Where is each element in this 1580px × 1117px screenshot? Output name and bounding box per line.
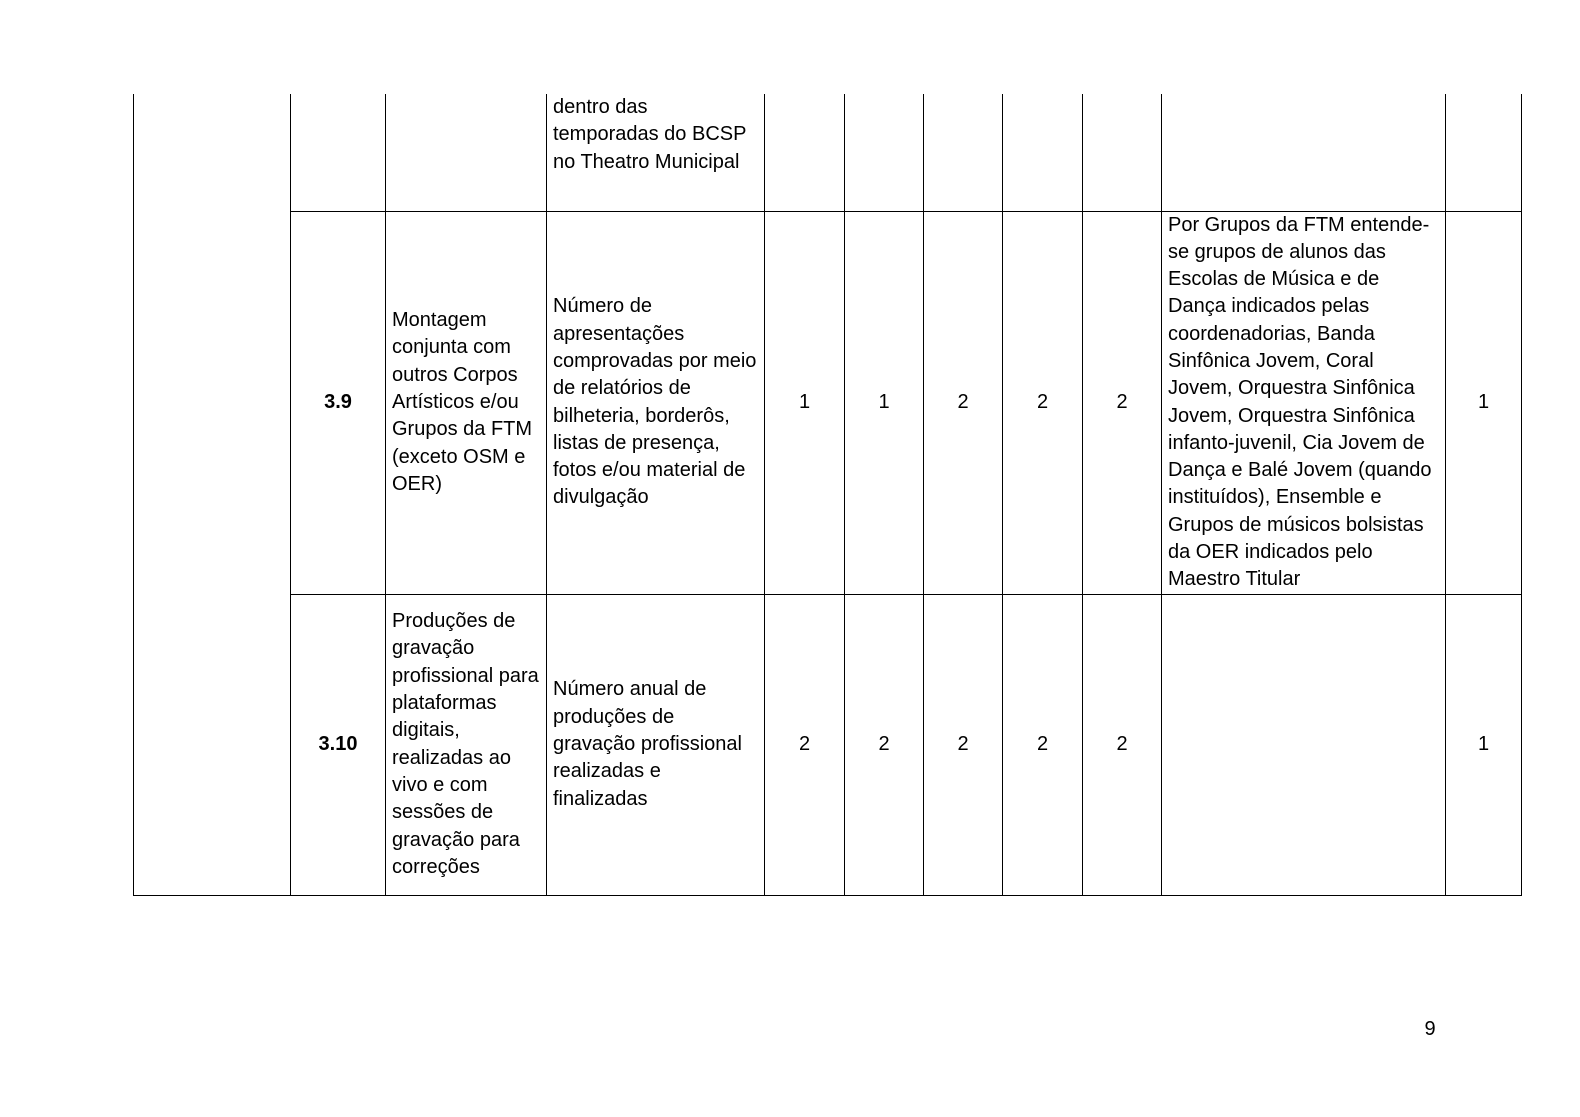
row-value	[1083, 94, 1162, 211]
row-indicator: Número anual de produções de gravação profissional realizadas e finalizadas	[547, 594, 765, 895]
row-value	[845, 94, 924, 211]
row-weight	[1446, 94, 1522, 211]
table-row	[134, 594, 1522, 895]
group-cell	[134, 94, 291, 895]
row-indicator: dentro das temporadas do BCSP no Theatro Municipal	[547, 94, 765, 211]
page-number: 9	[1424, 1018, 1436, 1040]
row-indicator: Número de apresentações comprovadas por meio de relatórios de bilheteria, borderôs, listas de presença, fotos e/ou material de divulgação	[547, 211, 765, 594]
row-value: 2	[924, 594, 1003, 895]
table-row	[134, 211, 1522, 594]
row-value	[765, 94, 845, 211]
row-id: 3.9	[291, 211, 386, 594]
row-value: 2	[1083, 211, 1162, 594]
row-value: 2	[845, 594, 924, 895]
row-id: 3.10	[291, 594, 386, 895]
row-value: 1	[765, 211, 845, 594]
row-value: 2	[1003, 594, 1083, 895]
row-value: 1	[845, 211, 924, 594]
row-value: 2	[1003, 211, 1083, 594]
row-value: 2	[765, 594, 845, 895]
row-value: 2	[1083, 594, 1162, 895]
row-id	[291, 94, 386, 211]
row-title	[386, 94, 547, 211]
row-weight: 1	[1446, 211, 1522, 594]
row-weight: 1	[1446, 594, 1522, 895]
row-note	[1162, 594, 1446, 895]
row-title: Montagem conjunta com outros Corpos Artísticos e/ou Grupos da FTM (exceto OSM e OER)	[386, 211, 547, 594]
row-note: Por Grupos da FTM entende-se grupos de alunos das Escolas de Música e de Dança indicados pelas coordenadorias, Banda Sinfônica Jovem, Coral Jovem, Orquestra Sinfônica Jovem, Orquestra Sinfônica infanto-juvenil, Cia Jovem de Dança e Balé Jovem (quando instituídos), Ensemble e Grupos de músicos bolsistas da OER indicados pelo Maestro Titular	[1162, 211, 1446, 594]
row-note	[1162, 94, 1446, 211]
row-value: 2	[924, 211, 1003, 594]
indicators-table	[133, 94, 1522, 896]
table-row	[134, 94, 1522, 211]
row-value	[924, 94, 1003, 211]
row-title: Produções de gravação profissional para plataformas digitais, realizadas ao vivo e com sessões de gravação para correções	[386, 594, 547, 895]
row-value	[1003, 94, 1083, 211]
